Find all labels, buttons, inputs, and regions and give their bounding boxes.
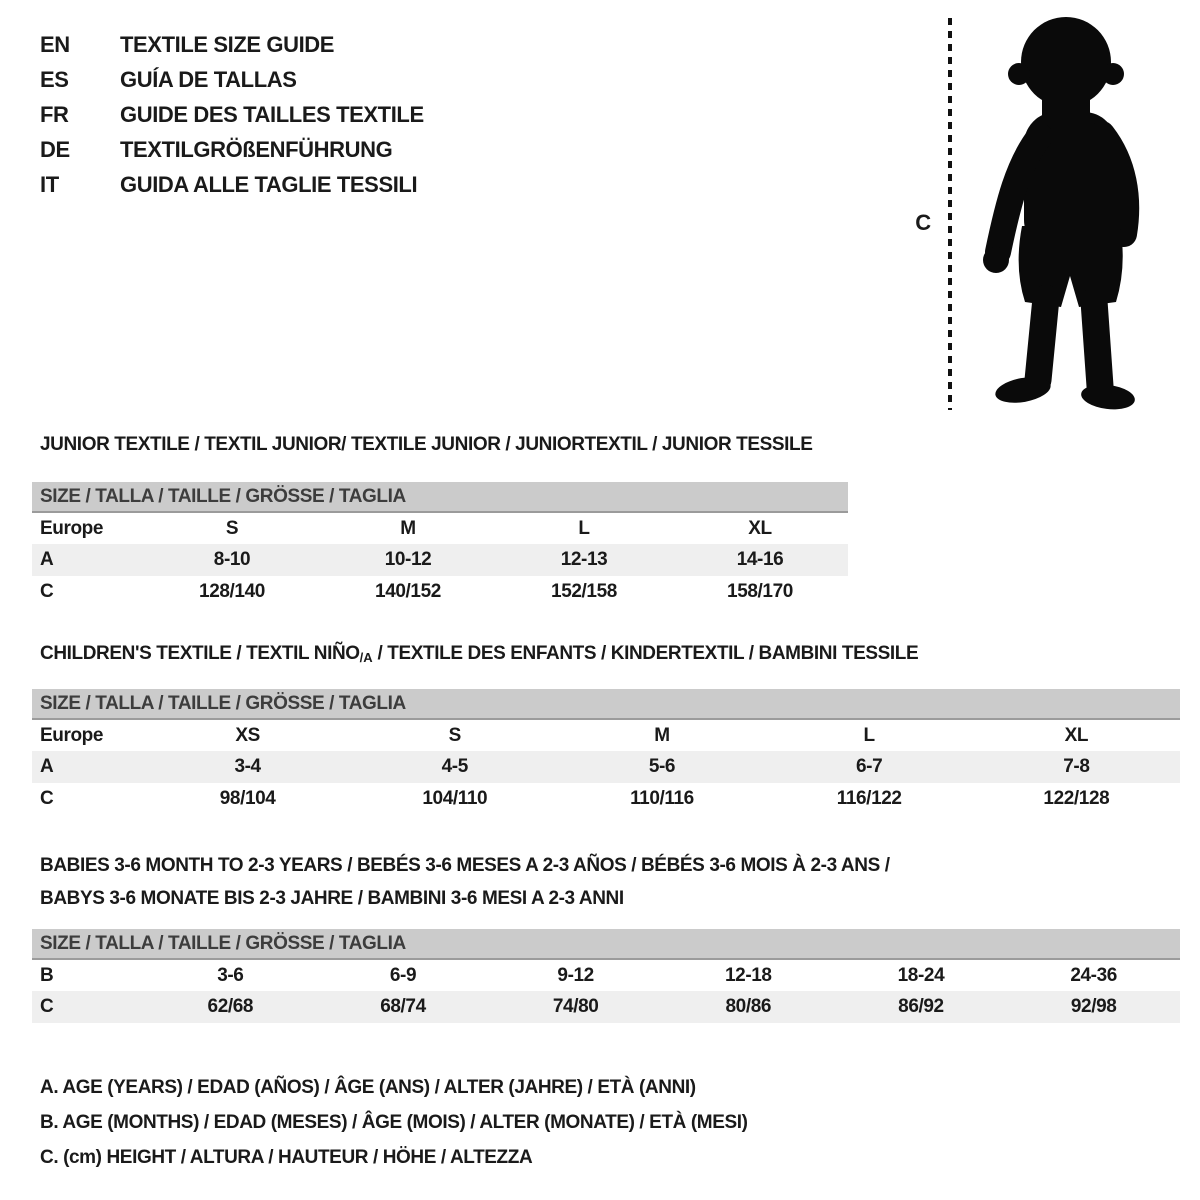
size-value: S	[144, 512, 320, 544]
junior-section-title: JUNIOR TEXTILE / TEXTIL JUNIOR/ TEXTILE JUNIOR / JUNIORTEXTIL / JUNIOR TESSILE	[40, 434, 813, 455]
children-section-title	[32, 643, 1180, 666]
height-value: 128/140	[144, 576, 320, 608]
lang-title-de: TEXTILGRÖßENFÜHRUNG	[120, 136, 393, 162]
babies-title-line1: BABIES 3-6 MONTH TO 2-3 YEARS / BEBÉS 3-6 MESES A 2-3 AÑOS / BÉBÉS 3-6 MOIS À 2-3 ANS /	[40, 855, 890, 876]
section-babies-textile	[32, 849, 1180, 1023]
row-label: B	[32, 959, 144, 991]
months-value: 24-36	[1007, 959, 1180, 991]
table-row	[32, 991, 1180, 1023]
row-label: C	[32, 991, 144, 1023]
section-children-textile	[32, 643, 1180, 815]
months-value: 9-12	[489, 959, 662, 991]
junior-size-header-row	[32, 482, 848, 512]
size-value: XL	[973, 719, 1180, 751]
section-junior-textile	[32, 434, 848, 608]
table-row	[32, 751, 1180, 783]
table-row	[32, 512, 848, 544]
legend-line-b: B. AGE (MONTHS) / EDAD (MESES) / ÂGE (MOIS) / ALTER (MONATE) / ETÀ (MESI)	[40, 1112, 748, 1133]
row-label: Europe	[32, 719, 144, 751]
height-value: 86/92	[835, 991, 1008, 1023]
height-figure	[900, 10, 1200, 415]
legend-line-c: C. (cm) HEIGHT / ALTURA / HAUTEUR / HÖHE / ALTEZZA	[40, 1147, 533, 1168]
height-value: 98/104	[144, 783, 351, 815]
language-title-block	[40, 27, 424, 202]
table-row	[32, 544, 848, 576]
months-value: 18-24	[835, 959, 1008, 991]
age-value: 4-5	[351, 751, 558, 783]
age-value: 12-13	[496, 544, 672, 576]
legend-block	[40, 1070, 748, 1175]
lang-row-it	[40, 167, 424, 202]
age-value: 7-8	[973, 751, 1180, 783]
babies-size-header-row	[32, 929, 1180, 959]
months-value: 3-6	[144, 959, 317, 991]
height-value: 152/158	[496, 576, 672, 608]
lang-code-es: ES	[40, 66, 69, 92]
size-value: XS	[144, 719, 351, 751]
lang-title-fr: GUIDE DES TAILLES TEXTILE	[120, 101, 424, 127]
months-value: 6-9	[317, 959, 490, 991]
height-value: 74/80	[489, 991, 662, 1023]
baby-silhouette-icon	[900, 10, 1200, 415]
children-size-header: SIZE / TALLA / TAILLE / GRÖSSE / TAGLIA	[32, 689, 1180, 719]
row-label: A	[32, 751, 144, 783]
height-value: 68/74	[317, 991, 490, 1023]
age-value: 10-12	[320, 544, 496, 576]
height-value: 158/170	[672, 576, 848, 608]
row-label: Europe	[32, 512, 144, 544]
lang-code-de: DE	[40, 136, 70, 162]
age-value: 8-10	[144, 544, 320, 576]
row-label: C	[32, 576, 144, 608]
height-value: 80/86	[662, 991, 835, 1023]
junior-size-header: SIZE / TALLA / TAILLE / GRÖSSE / TAGLIA	[32, 482, 848, 512]
children-size-header-row	[32, 689, 1180, 719]
months-value: 12-18	[662, 959, 835, 991]
size-value: L	[766, 719, 973, 751]
lang-code-fr: FR	[40, 101, 69, 127]
row-label: A	[32, 544, 144, 576]
children-title-prefix: CHILDREN'S TEXTILE / TEXTIL NIÑO	[40, 643, 360, 664]
children-size-table	[32, 689, 1180, 815]
height-measure-label: C	[915, 210, 931, 235]
lang-title-it: GUIDA ALLE TAGLIE TESSILI	[120, 171, 418, 197]
age-value: 5-6	[558, 751, 765, 783]
lang-title-en: TEXTILE SIZE GUIDE	[120, 31, 335, 57]
height-value: 110/116	[558, 783, 765, 815]
height-value: 104/110	[351, 783, 558, 815]
height-value: 116/122	[766, 783, 973, 815]
size-value: M	[558, 719, 765, 751]
size-value: M	[320, 512, 496, 544]
table-row	[32, 576, 848, 608]
lang-row-fr	[40, 97, 424, 132]
table-row	[32, 959, 1180, 991]
height-value: 140/152	[320, 576, 496, 608]
children-title-subscript: /A	[359, 650, 373, 665]
table-row	[32, 719, 1180, 751]
legend-line-a: A. AGE (YEARS) / EDAD (AÑOS) / ÂGE (ANS) / ALTER (JAHRE) / ETÀ (ANNI)	[40, 1077, 696, 1098]
height-value: 122/128	[973, 783, 1180, 815]
size-value: S	[351, 719, 558, 751]
height-value: 62/68	[144, 991, 317, 1023]
height-value: 92/98	[1007, 991, 1180, 1023]
row-label: C	[32, 783, 144, 815]
babies-size-header: SIZE / TALLA / TAILLE / GRÖSSE / TAGLIA	[32, 929, 1180, 959]
babies-size-table	[32, 929, 1180, 1023]
lang-row-de	[40, 132, 424, 167]
babies-section-title	[32, 849, 1180, 915]
lang-row-en	[40, 27, 424, 62]
lang-title-es: GUÍA DE TALLAS	[120, 66, 297, 92]
size-value: XL	[672, 512, 848, 544]
babies-title-line2: BABYS 3-6 MONATE BIS 2-3 JAHRE / BAMBINI 3-6 MESI A 2-3 ANNI	[40, 888, 624, 909]
lang-row-es	[40, 62, 424, 97]
lang-code-en: EN	[40, 31, 70, 57]
age-value: 6-7	[766, 751, 973, 783]
age-value: 14-16	[672, 544, 848, 576]
size-value: L	[496, 512, 672, 544]
junior-size-table	[32, 482, 848, 608]
lang-code-it: IT	[40, 171, 59, 197]
children-title-suffix: / TEXTILE DES ENFANTS / KINDERTEXTIL / BAMBINI TESSILE	[372, 643, 919, 664]
table-row	[32, 783, 1180, 815]
age-value: 3-4	[144, 751, 351, 783]
